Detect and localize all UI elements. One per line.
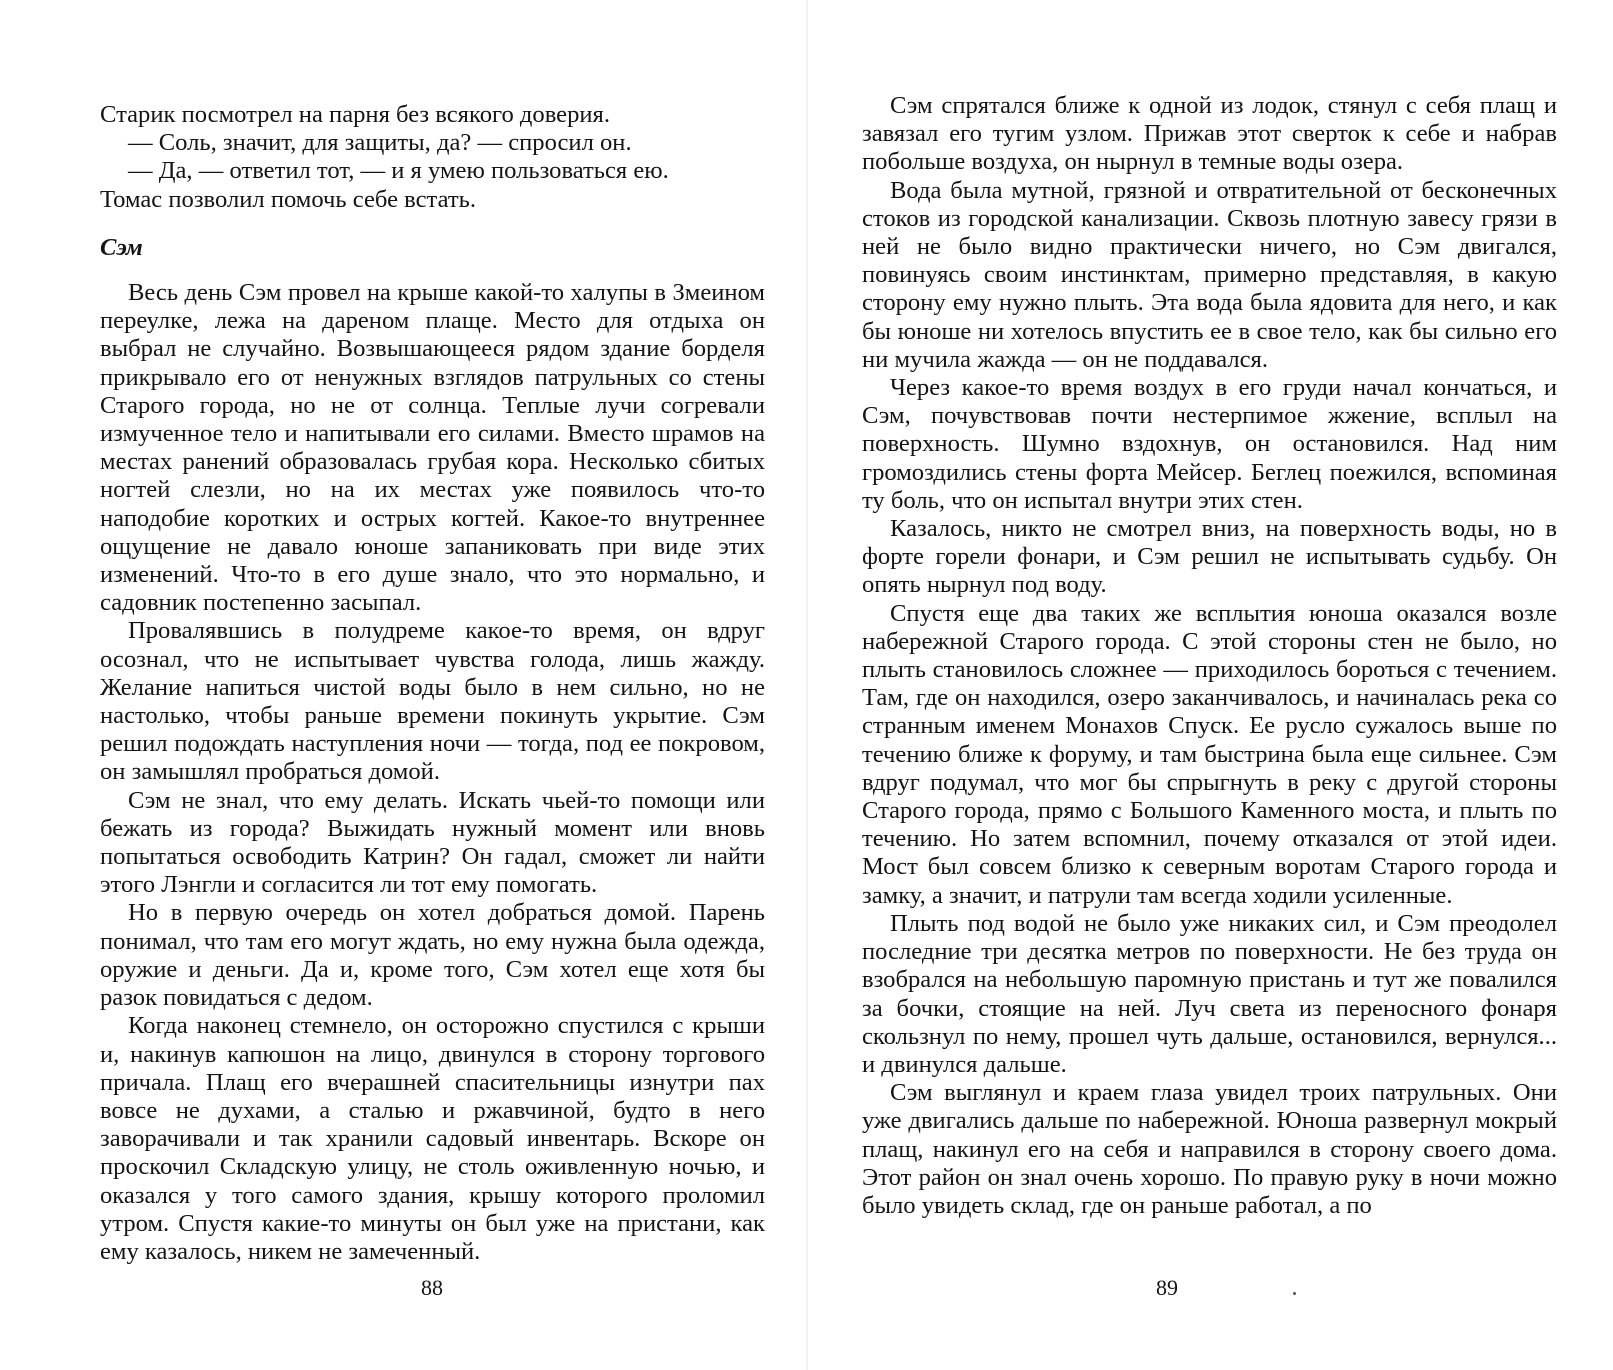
intro-line: — Да, — ответил тот, — и я умею пользоваться ею. — [128, 157, 669, 185]
left-page-text — [100, 101, 765, 1266]
print-speck — [1293, 1292, 1296, 1295]
page-number: 88 — [421, 1275, 443, 1300]
left-page — [100, 0, 765, 1370]
page-number: 89 — [1156, 1275, 1178, 1300]
right-page — [862, 0, 1557, 1370]
intro-line: Старик посмотрел на парня без всякого доверия. — [100, 101, 611, 128]
book-gutter — [806, 0, 808, 1370]
paragraph: Когда наконец стемнело, он осторожно спустился с крыши и, накинув капюшон на лицо, двинулся в сторону торгового причала. Плащ его вчерашней спасительницы изнутри пах вовсе не духами, а сталью и ржавчиной, будто в него заворачивали и так хранили садовый инвентарь. Вскоре он проскочил Складскую улицу, не столь оживленную ночью, и оказался у того самого здания, крышу которого проломил утром. Спустя какие-то минуты он был уже на пристани, как ему казалось, никем не замеченный. — [100, 1012, 765, 1265]
paragraph: Плыть под водой не было уже никаких сил, и Сэм преодолел последние три десятка метров по поверхности. Не без труда он взобрался на небольшую паромную пристань и тут же повалился за бочки, стоящие на ней. Луч света из переносного фонаря скользнул по нему, прошел чуть дальше, остановился, вернулся... и двинулся дальше. — [862, 909, 1557, 1078]
paragraph: Провалявшись в полудреме какое-то время, он вдруг осознал, что не испытывает чувства голода, лишь жажду. Желание напиться чистой воды было в нем сильно, но не настолько, чтобы раньше времени покинуть укрытие. Сэм решил подождать наступления ночи — тогда, под ее покровом, он замышлял пробраться домой. — [100, 617, 765, 786]
paragraph: Через какое-то время воздух в его груди начал кончаться, и Сэм, почувствовав почти нестерпимое жжение, всплыл на поверхность. Шумно вздохнув, он остановился. Над ним громоздились стены форта Мейсер. Беглец поежился, вспоминая ту боль, что он испытал внутри этих стен. — [862, 374, 1557, 514]
paragraph: Вода была мутной, грязной и отвратительной от бесконечных стоков из городской канализации. Сквозь плотную завесу грязи в ней не было видно практически ничего, но Сэм двигался, повинуясь своим инстинктам, примерно представляя, в какую сторону ему нужно плыть. Эта вода была ядовита для него, и как бы юноше ни хотелось впустить ее в свое тело, как бы сильно его ни мучила жажда — он не поддавался. — [862, 176, 1557, 373]
right-page-text — [862, 92, 1557, 1220]
paragraph: Весь день Сэм провел на крыше какой-то халупы в Змеином переулке, лежа на дареном плаще. Место для отдыха он выбрал не случайно. Возвышающееся рядом здание борделя прикрывало его от ненужных взглядов патрульных со стены Старого города, но не от солнца. Теплые лучи согревали измученное тело и напитывали его силами. Вместо шрамов на местах ранений образовалась грубая кора. Несколько сбитых ногтей слезли, но на их местах уже появилось что-то наподобие коротких и острых когтей. Какое-то внутреннее ощущение не давало юноше запаниковать при виде этих изменений. Что-то в его душе знало, что это нормально, и садовник постепенно засыпал. — [100, 279, 765, 617]
paragraph: Сэм спрятался ближе к одной из лодок, стянул с себя плащ и завязал его тугим узлом. Прижав этот сверток к себе и набрав побольше воздуха, он нырнул в темные воды озера. — [862, 92, 1557, 176]
paragraph: Сэм не знал, что ему делать. Искать чьей-то помощи или бежать из города? Выжидать нужный момент или вновь попытаться освободить Катрин? Он гадал, сможет ли найти этого Лэнгли и согласится ли тот ему помогать. — [100, 786, 765, 899]
section-heading: Сэм — [100, 233, 143, 261]
paragraph: Но в первую очередь он хотел добраться домой. Парень понимал, что там его могут ждать, но ему нужна была одежда, оружие и деньги. Да и, кроме того, Сэм хотел еще хотя бы разок повидаться с дедом. — [100, 899, 765, 1012]
intro-line: — Соль, значит, для защиты, да? — спросил он. — [128, 129, 632, 157]
paragraph: Спустя еще два таких же всплытия юноша оказался возле набережной Старого города. С этой стороны стен не было, но плыть становилось сложнее — приходилось бороться с течением. Там, где он находился, озеро заканчивалось, и начиналась река со странным именем Монахов Спуск. Ее русло сужалось выше по течению ближе к форуму, и там быстрина была еще сильнее. Сэм вдруг подумал, что мог бы спрыгнуть в реку с другой стороны Старого города, прямо с Большого Каменного моста, и плыть по течению. Но затем вспомнил, почему отказался от этой идеи. Мост был совсем близко к северным воротам Старого города и замку, а значит, и патрули там всегда ходили усиленные. — [862, 599, 1557, 909]
paragraph: Казалось, никто не смотрел вниз, на поверхность воды, но в форте горели фонари, и Сэм решил не испытывать судьбу. Он опять нырнул под воду. — [862, 515, 1557, 599]
intro-line: Томас позволил помочь себе встать. — [100, 185, 476, 213]
paragraph: Сэм выглянул и краем глаза увидел троих патрульных. Они уже двигались дальше по набережной. Юноша развернул мокрый плащ, накинул его на себя и направился в сторону своего дома. Этот район он знал очень хорошо. По правую руку в ночи можно было увидеть склад, где он раньше работал, а по — [862, 1079, 1557, 1219]
